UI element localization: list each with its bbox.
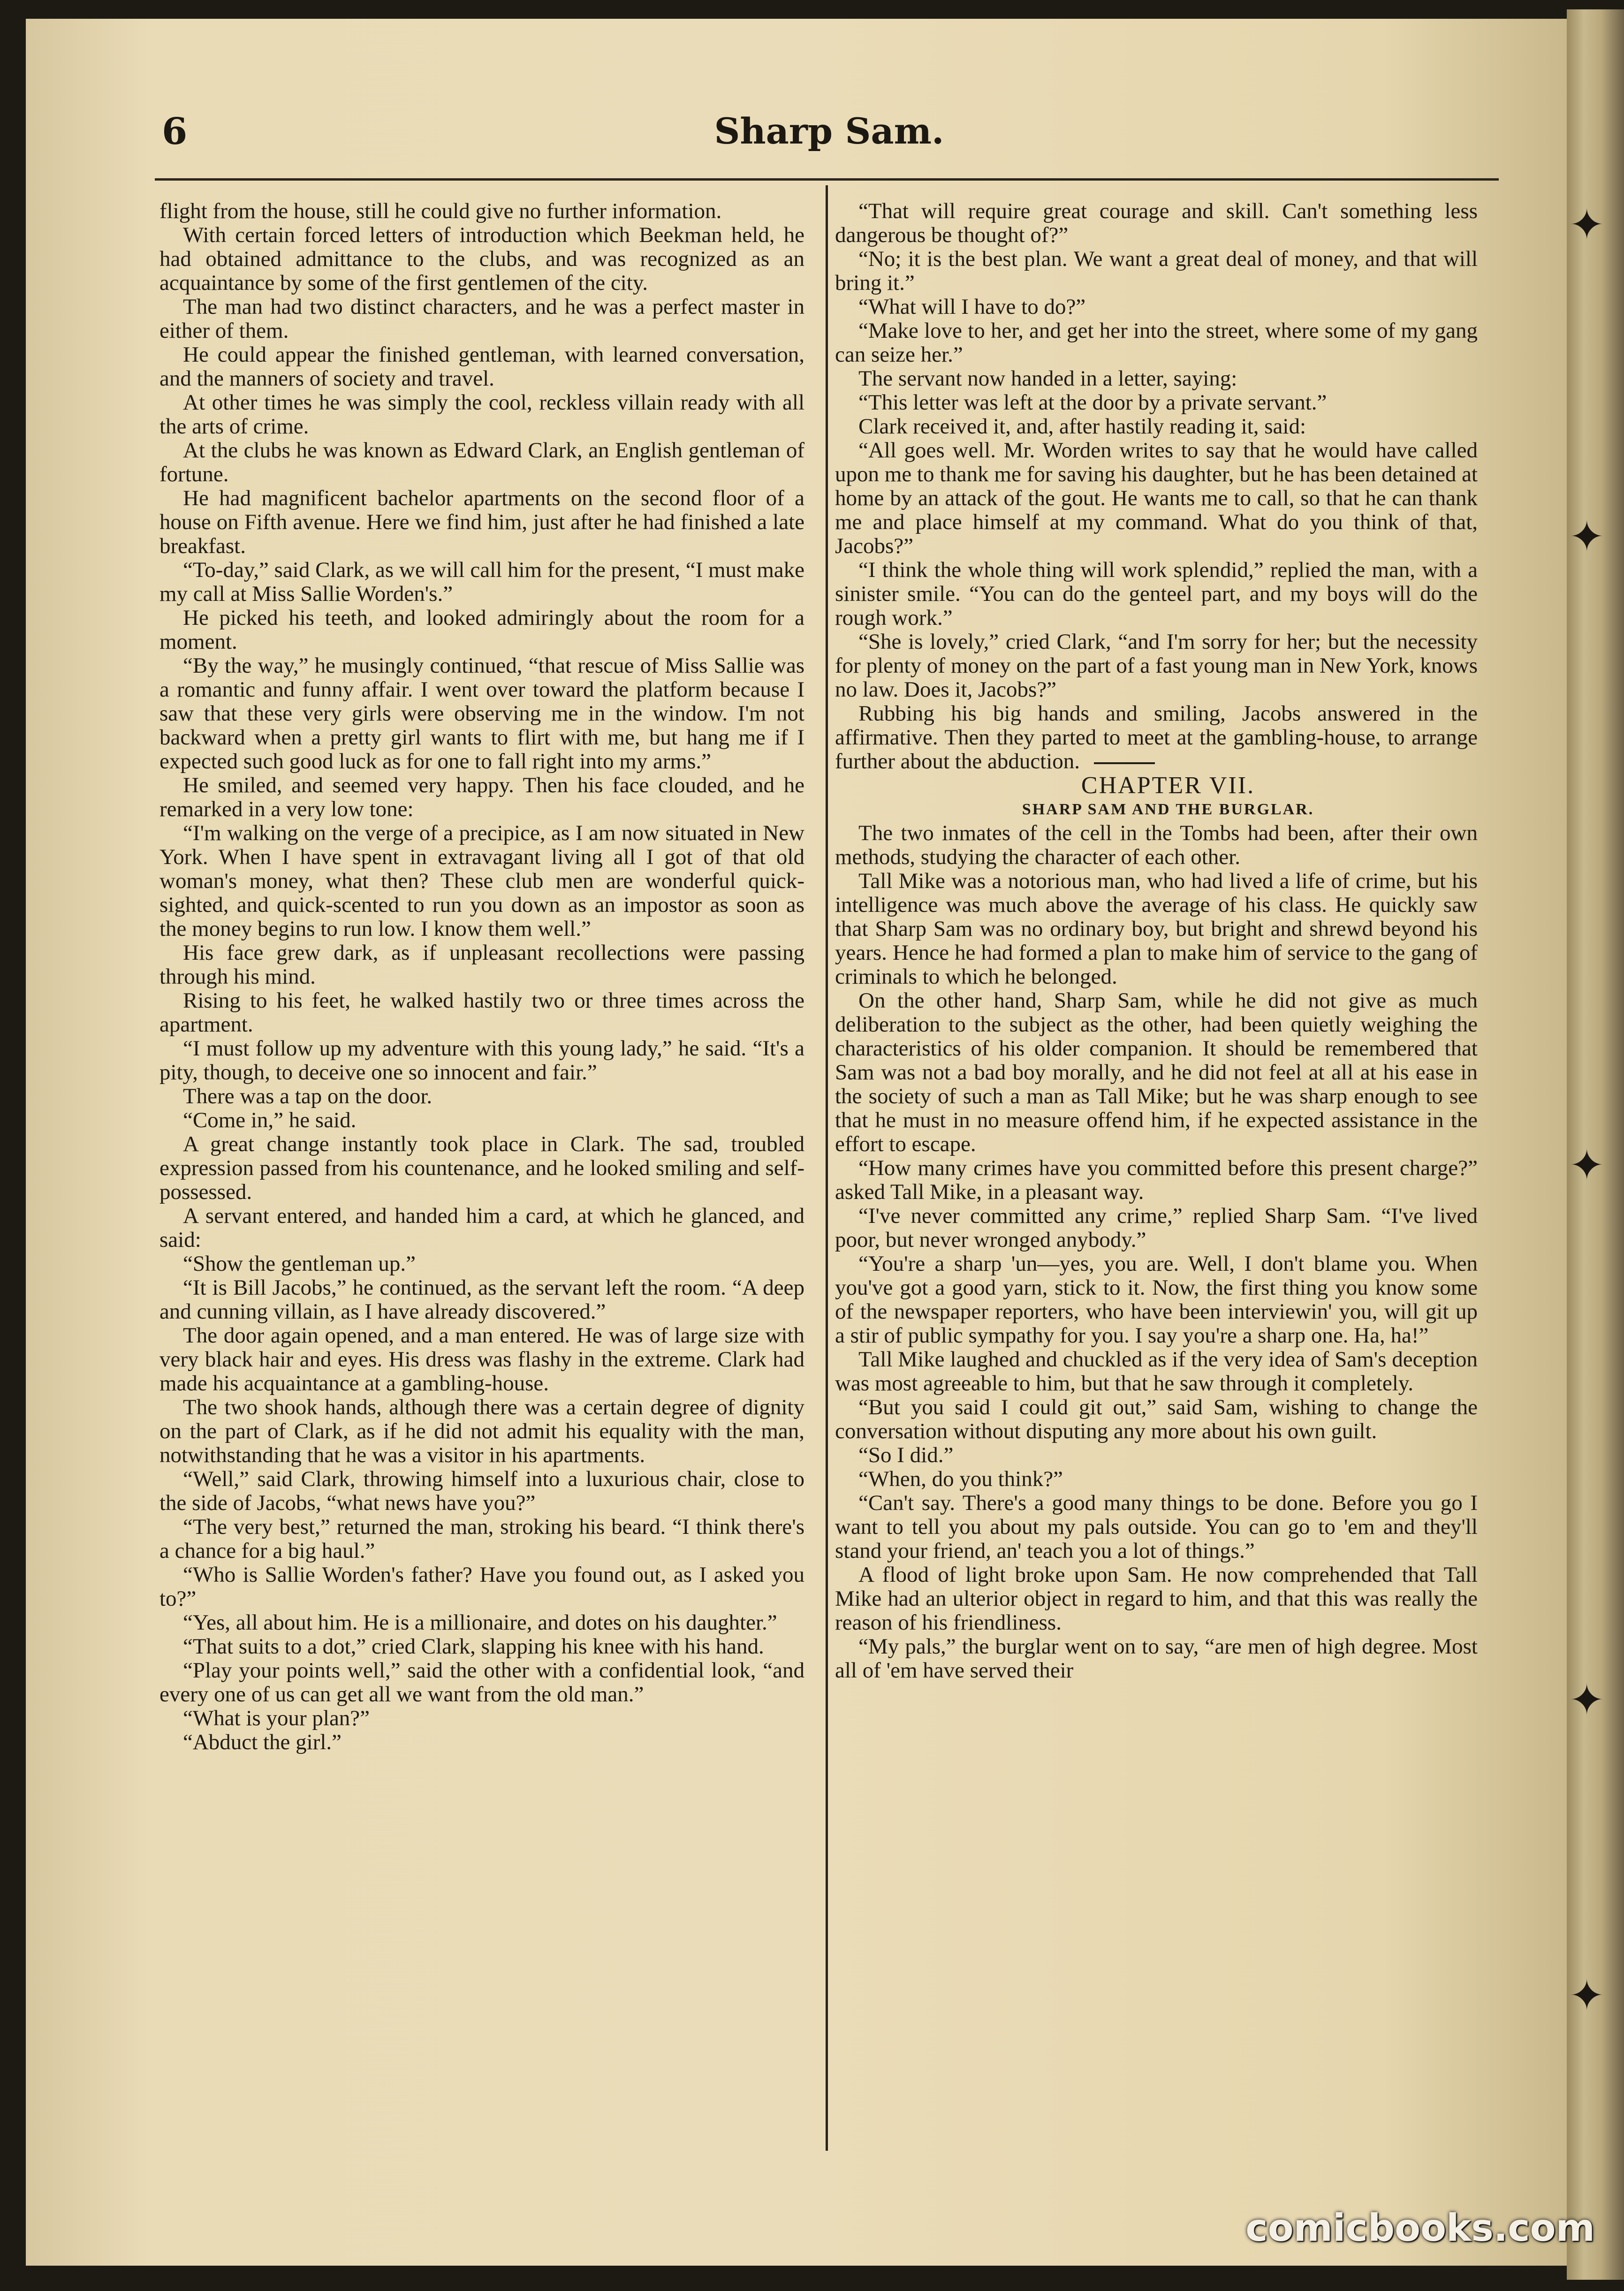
paragraph: “She is lovely,” cried Clark, “and I'm sorry for her; but the necessity for plenty of money on the part of a fast young man in New York, knows no law. Does it, Jacobs?” — [835, 630, 1478, 702]
right-column-before-chapter — [835, 199, 1478, 774]
paragraph: “No; it is the best plan. We want a great deal of money, and that will bring it.” — [835, 247, 1478, 295]
section-rule — [1094, 762, 1155, 764]
paragraph: Rising to his feet, he walked hastily two or three times across the apartment. — [159, 988, 804, 1037]
binding-hole-icon: ✦ — [1569, 512, 1605, 561]
paragraph: He had magnificent bachelor apartments on the second floor of a house on Fifth avenue. Here we find him, just after he had finished a late breakfast. — [159, 486, 804, 558]
paragraph: “Show the gentleman up.” — [183, 1252, 416, 1276]
paragraph: He could appear the finished gentleman, with learned conversation, and the manners of society and travel. — [159, 342, 804, 391]
paragraph: “My pals,” the burglar went on to say, “are men of high degree. Most all of 'em have served their — [835, 1634, 1478, 1683]
left-column — [159, 199, 804, 2151]
paragraph: “The very best,” returned the man, stroking his beard. “I think there's a chance for a big haul.” — [159, 1515, 804, 1563]
paragraph: “It is Bill Jacobs,” he continued, as the servant left the room. “A deep and cunning villain, as I have already discovered.” — [159, 1275, 804, 1324]
binding-hole-icon: ✦ — [1569, 1676, 1605, 1725]
paragraph: “So I did.” — [858, 1443, 954, 1467]
paragraph: “Well,” said Clark, throwing himself into a luxurious chair, close to the side of Jacobs, “what news have you?” — [159, 1467, 804, 1515]
binding-hole-icon: ✦ — [1569, 1971, 1605, 2020]
paragraph: “Come in,” he said. — [183, 1108, 357, 1132]
paragraph: With certain forced letters of introduction which Beekman held, he had obtained admittance to the clubs, and was recognized as an acquaintance by some of the first gentlemen of the city. — [159, 223, 804, 295]
right-column — [835, 199, 1478, 2151]
header-rule — [155, 178, 1499, 181]
paragraph: Rubbing his big hands and smiling, Jacobs answered in the affirmative. Then they parted to meet at the gambling-house, to arrange further about the abduction. — [835, 701, 1478, 774]
paragraph: “I think the whole thing will work splendid,” replied the man, with a sinister smile. “You can do the genteel part, and my boys will do the rough work.” — [835, 558, 1478, 630]
paragraph: “That will require great courage and skill. Can't something less dangerous be thought of?” — [835, 199, 1478, 247]
binding-hole-icon: ✦ — [1569, 200, 1605, 250]
paragraph: “This letter was left at the door by a private servant.” — [858, 390, 1327, 415]
paragraph: Tall Mike was a notorious man, who had lived a life of crime, but his intelligence was much above the average of his class. He quickly saw that Sharp Sam was no ordinary boy, but bright and shrewd beyond his years. Hence he had formed a plan to make him of service to the gang of criminals to which he belonged. — [835, 869, 1478, 989]
running-title: Sharp Sam. — [714, 110, 944, 152]
paragraph: At the clubs he was known as Edward Clark, an English gentleman of fortune. — [159, 438, 804, 486]
paragraph: “Play your points well,” said the other with a confidential look, “and every one of us can get all we want from the old man.” — [159, 1658, 804, 1707]
paragraph: “Abduct the girl.” — [183, 1730, 342, 1754]
chapter-subtitle: SHARP SAM AND THE BURGLAR. — [1022, 801, 1314, 818]
paragraph: There was a tap on the door. — [183, 1084, 433, 1108]
paragraph: “Yes, all about him. He is a millionaire, and dotes on his daughter.” — [183, 1610, 777, 1635]
paragraph: “When, do you think?” — [858, 1467, 1063, 1491]
paragraph: A servant entered, and handed him a card, at which he glanced, and said: — [159, 1204, 804, 1252]
paragraph: On the other hand, Sharp Sam, while he did not give as much deliberation to the subject as the other, had been quietly weighing the characteristics of his older companion. It should be remembered that Sam was not a bad boy morally, and he did not feel at all at his ease in the society of such a man as Tall Mike; but he was sharp enough to see that he must in no measure offend him, if he expected assistance in the effort to escape. — [835, 988, 1478, 1156]
paragraph: “You're a sharp 'un—yes, you are. Well, I don't blame you. When you've got a good yarn, stick to it. Now, the first thing you know some of the newspaper reporters, who have been interviewin' you, will git up a stir of public sympathy for you. I say you're a sharp one. Ha, ha!” — [835, 1252, 1478, 1348]
page-number: 6 — [162, 110, 188, 153]
paragraph: “By the way,” he musingly continued, “that rescue of Miss Sallie was a romantic and funny affair. I went over toward the platform because I saw that these very girls were observing me in the window. I'm not backward when a pretty girl wants to flirt with me, but hang me if I expected such good luck as for one to fall right into my arms.” — [159, 653, 804, 774]
paragraph: “Make love to her, and get her into the street, where some of my gang can seize her.” — [835, 319, 1478, 367]
paragraph: “Who is Sallie Worden's father? Have you found out, as I asked you to?” — [159, 1563, 804, 1611]
paragraph: The two inmates of the cell in the Tombs had been, after their own methods, studying the character of each other. — [835, 821, 1478, 869]
paragraph: “To-day,” said Clark, as we will call him for the present, “I must make my call at Miss Sallie Worden's.” — [159, 558, 804, 606]
paragraph: Tall Mike laughed and chuckled as if the very idea of Sam's deception was most agreeable to him, but that he saw through it completely. — [835, 1347, 1478, 1396]
paragraph: “Can't say. There's a good many things to be done. Before you go I want to tell you about my pals outside. You can go to 'em and they'll stand your friend, an' teach you a lot of things.” — [835, 1491, 1478, 1563]
paragraph: “I'm walking on the verge of a precipice, as I am now situated in New York. When I have spent in extravagant living all I got of that old woman's money, what then? These club men are wonderful quick-sighted, and quick-scented to run you down as an impostor as soon as the money begins to run low. I know them well.” — [159, 821, 804, 941]
page-header — [162, 110, 1496, 162]
paragraph: “I've never committed any crime,” replied Sharp Sam. “I've lived poor, but never wronged anybody.” — [835, 1204, 1478, 1252]
watermark: comicbooks.com — [1245, 2206, 1595, 2250]
paragraph: “What is your plan?” — [183, 1706, 370, 1730]
paragraph: “What will I have to do?” — [858, 295, 1086, 319]
right-column-after-chapter — [835, 821, 1478, 1683]
chapter-title: CHAPTER VII. — [1081, 772, 1255, 799]
paragraph: “All goes well. Mr. Worden writes to say that he would have called upon me to thank me for saving his daughter, but he has been detained at home by an attack of the gout. He wants me to call, so that he can thank me and place himself at my command. What do you think of that, Jacobs?” — [835, 438, 1478, 558]
paragraph: At other times he was simply the cool, reckless villain ready with all the arts of crime. — [159, 390, 804, 439]
paragraph: “That suits to a dot,” cried Clark, slapping his knee with his hand. — [183, 1634, 764, 1659]
paragraph: The two shook hands, although there was a certain degree of dignity on the part of Clark, as if he did not admit his equality with the man, notwithstanding that he was a visitor in his apartments. — [159, 1395, 804, 1467]
binding-hole-icon: ✦ — [1569, 1141, 1605, 1190]
paragraph: The door again opened, and a man entered. He was of large size with very black hair and eyes. His dress was flashy in the extreme. Clark had made his acquaintance at a gambling-house. — [159, 1323, 804, 1396]
paragraph: He smiled, and seemed very happy. Then his face clouded, and he remarked in a very low tone: — [159, 773, 804, 821]
paragraph: “I must follow up my adventure with this young lady,” he said. “It's a pity, though, to deceive one so innocent and fair.” — [159, 1036, 804, 1085]
column-divider — [826, 185, 828, 2151]
paragraph: Clark received it, and, after hastily reading it, said: — [858, 414, 1306, 439]
paragraph: The servant now handed in a letter, saying: — [858, 366, 1237, 391]
paragraph: A flood of light broke upon Sam. He now comprehended that Tall Mike had an ulterior object in regard to him, and that this was really the reason of his friendliness. — [835, 1563, 1478, 1635]
paragraph: “How many crimes have you committed before this present charge?” asked Tall Mike, in a pleasant way. — [835, 1156, 1478, 1204]
paragraph: The man had two distinct characters, and he was a perfect master in either of them. — [159, 295, 804, 343]
paragraph: A great change instantly took place in Clark. The sad, troubled expression passed from his countenance, and he looked smiling and self-possessed. — [159, 1132, 804, 1204]
paragraph: He picked his teeth, and looked admiringly about the room for a moment. — [159, 606, 804, 654]
paragraph: “But you said I could git out,” said Sam, wishing to change the conversation without disputing any more about his own guilt. — [835, 1395, 1478, 1443]
paragraph: His face grew dark, as if unpleasant recollections were passing through his mind. — [159, 941, 804, 989]
paragraph: flight from the house, still he could give no further information. — [159, 199, 722, 223]
